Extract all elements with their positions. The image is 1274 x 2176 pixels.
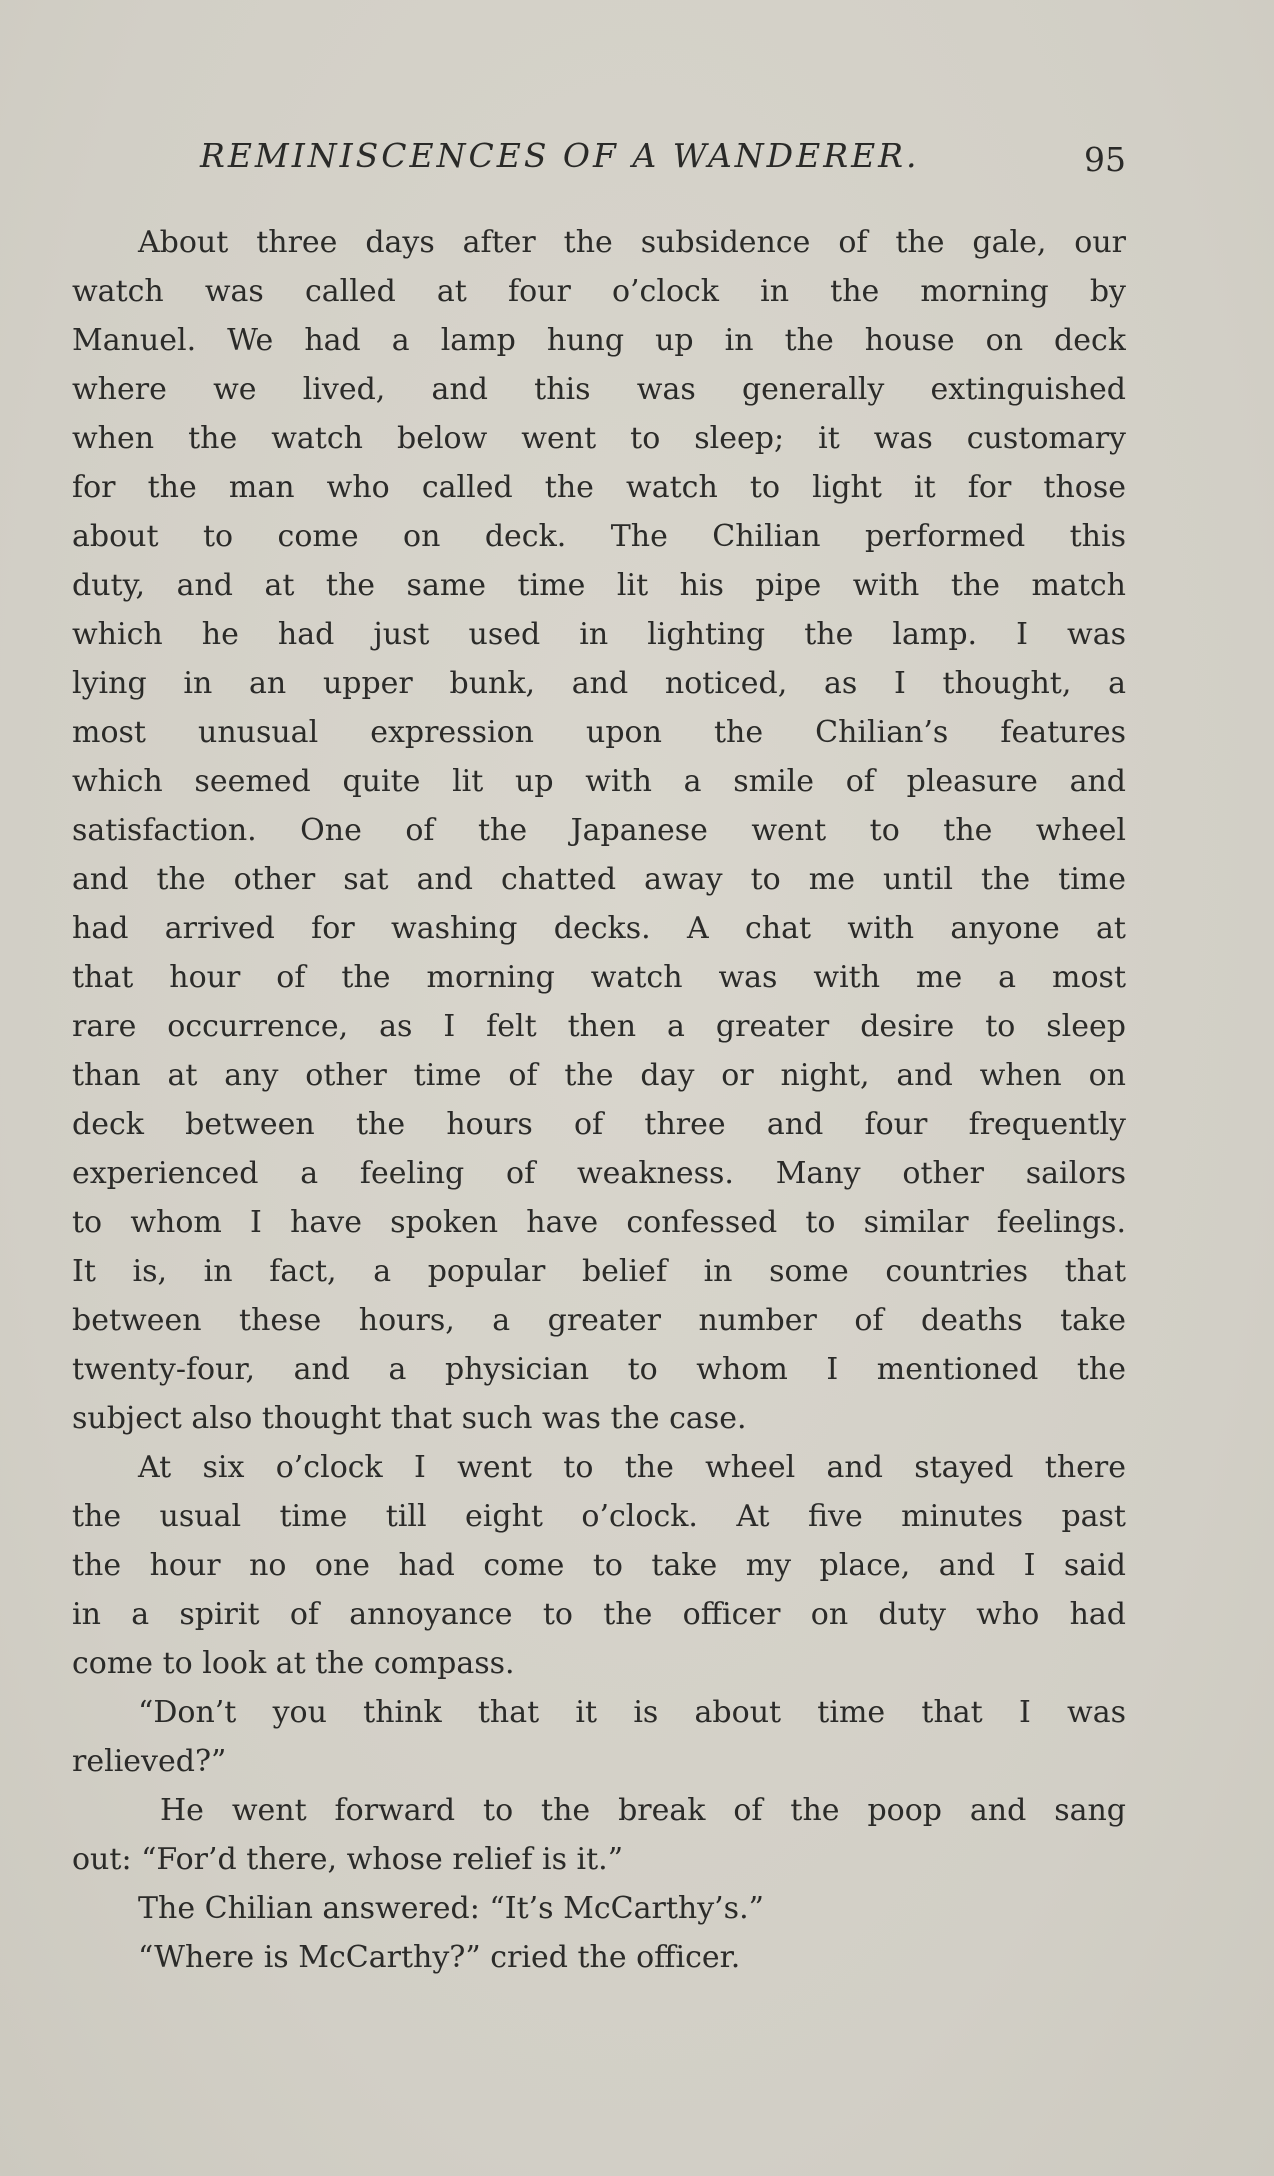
text-line: “Don’t you think that it is about time that I was [138,1695,1126,1730]
text-line: out: “For’d there, whose relief is it.” [72,1842,624,1877]
text-line: experienced a feeling of weakness. Many other sailors [72,1156,1126,1191]
text-line: lying in an upper bunk, and noticed, as I thought, a [72,666,1126,701]
text-line: in a spirit of annoyance to the officer on duty who had [72,1597,1126,1632]
text-line: twenty-four, and a physician to whom I mentioned the [72,1352,1126,1387]
text-line: relieved?” [72,1744,227,1779]
text-line: for the man who called the watch to light it for those [72,470,1126,505]
text-line: About three days after the subsidence of the gale, our [138,225,1126,260]
text-line: when the watch below went to sleep; it was customary [72,421,1126,456]
text-line: come to look at the compass. [72,1646,515,1681]
text-line: subject also thought that such was the case. [72,1401,747,1436]
text-line: “Where is McCarthy?” cried the officer. [138,1940,741,1975]
text-line: to whom I have spoken have confessed to similar feelings. [72,1205,1126,1240]
body-text [72,218,1126,1982]
text-line: satisfaction. One of the Japanese went to the wheel [72,813,1126,848]
text-line: rare occurrence, as I felt then a greater desire to sleep [72,1009,1126,1044]
page-number: 95 [1084,140,1126,179]
text-line: that hour of the morning watch was with me a most [72,960,1126,995]
text-line: had arrived for washing decks. A chat with anyone at [72,911,1126,946]
text-line: which he had just used in lighting the lamp. I was [72,617,1126,652]
text-line: which seemed quite lit up with a smile of pleasure and [72,764,1126,799]
text-line: At six o’clock I went to the wheel and stayed there [138,1450,1126,1485]
text-line: where we lived, and this was generally extinguished [72,372,1126,407]
text-line: the hour no one had come to take my place, and I said [72,1548,1126,1583]
text-line: about to come on deck. The Chilian performed this [72,519,1126,554]
text-line: The Chilian answered: “It’s McCarthy’s.” [138,1891,764,1926]
text-line: the usual time till eight o’clock. At five minutes past [72,1499,1126,1534]
text-line: watch was called at four o’clock in the morning by [72,274,1126,309]
text-line: duty, and at the same time lit his pipe with the match [72,568,1126,603]
text-line: Manuel. We had a lamp hung up in the house on deck [72,323,1126,358]
text-line: deck between the hours of three and four frequently [72,1107,1126,1142]
text-line: He went forward to the break of the poop and sang [160,1793,1126,1828]
text-line: between these hours, a greater number of deaths take [72,1303,1126,1338]
text-line: It is, in fact, a popular belief in some countries that [72,1254,1126,1289]
text-line: than at any other time of the day or night, and when on [72,1058,1126,1093]
running-head: REMINISCENCES OF A WANDERER. [200,136,920,175]
text-line: and the other sat and chatted away to me until the time [72,862,1126,897]
text-line: most unusual expression upon the Chilian’s features [72,715,1126,750]
